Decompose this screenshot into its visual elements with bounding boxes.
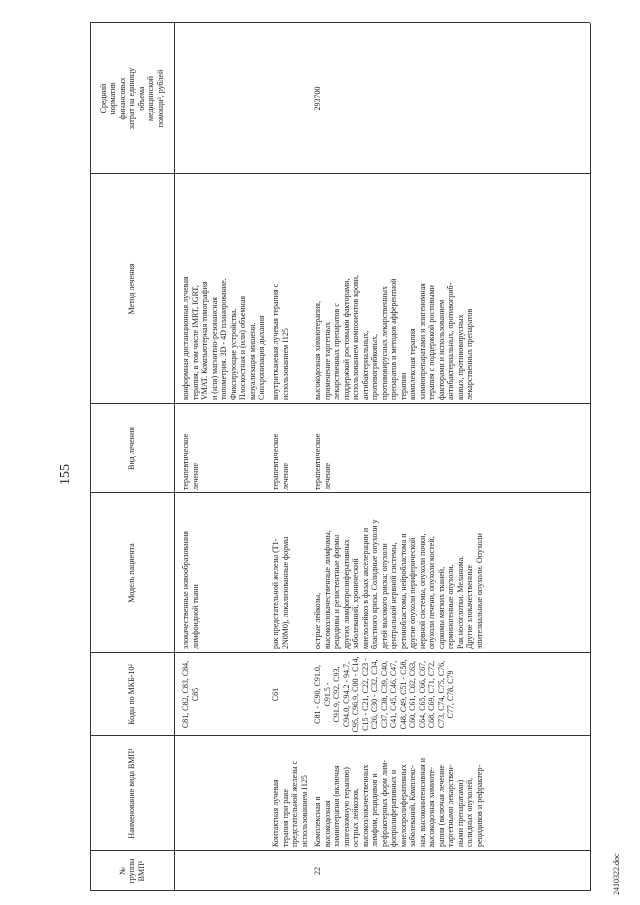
table-bottom-border — [590, 23, 591, 891]
header-name: Наименование вида ВМП¹ — [127, 748, 137, 839]
row3-method: высокодозная химиотерапия, применение таргетных лекарственных препаратов с поддержкой ростовыми факторами, использованием компонентов крови, антибактериальных, противогрибковых, противовирусных лекарственных препаратов и методов афферентной терапии комплексная терапия химиопрепаратами и эпигеномная терапия с поддержкой ростовыми факторами и использованием антибактериальных, противогриб- ковых, противовирусных лекарственных препаратов — [313, 274, 474, 400]
row1-codes: C81, C82, C83, C84, C85 — [181, 660, 200, 729]
row3-kind: терапевтическое лечение — [313, 433, 332, 490]
row3-codes: C81 - C90, C91.0, C91.5 - C91.9, C92, C93, C94.0, C94.2 - 94.7, C95, C96.9, C00 - C14, C15 - C21, C22, C23 - C26, C30 - C32, C34, C37, C38, C39, C40, C41, C45, C46, C47, C48, C49, C51 - C58, C60, C61, C62, C63, C64, C65, C66, C67, C68, C69, C71, C72, C73, C74, C75, C76, C77, C78, C79 — [313, 656, 455, 733]
row2-kind: терапевтическое лечение — [271, 433, 290, 490]
row3-cost: 293700 — [313, 86, 322, 111]
row2-codes: C61 — [271, 687, 280, 702]
page-number: 155 — [58, 464, 73, 485]
row2-name: Контактная лучевая терапия при раке предстательной железы с использованием I125 — [271, 760, 309, 847]
row3-model: острые лейкозы, высокозлокачественные лимфомы, рецидивы и резистентные формы других лимфопролиферативных заболеваний, хронический миелолейкоз в фазах акселерации и бластного криза. Солидные опухоли у детей высокого риска: опухоли центральной нервной системы, ретинобластома, нейробластома и другие опухоли периферической нервной системы, опухоли почки, опухоли печени, опухоли костей, саркомы мягких тканей, герминогенные опухоли. Рак носоглотки. Меланома. Другие злокачественные эпителиальные опухоли. Опухоли — [313, 519, 484, 649]
row1-method: конформная дистанционная лучевая терапия, в том числе IMRT, IGRT, VMAT. Компьютерная томография и (или) магнитно-резонансная топометрия. 3D - 4D планирование. Фиксирующие устройства. Плоскостная и (или) объемная визуализация мишени. Синхронизация дыхания — [181, 276, 266, 400]
header-model: Модель пациента — [127, 543, 137, 603]
header-method: Метод лечения — [127, 263, 137, 315]
row2-method: внутритканевая лучевая терапия с использованием I125 — [271, 283, 290, 400]
row1-model: злокачественные новообразования лимфоидной ткани — [181, 531, 200, 649]
row3-group: 22 — [313, 867, 322, 875]
row2-model: рак предстательной железы (T1- 2N0M0), локализованные формы — [271, 536, 290, 649]
header-cost: Средний норматив финансовых затрат на единицу объема медицинской помощи³, рублей — [98, 67, 165, 130]
header-codes: Коды по МКБ-10² — [127, 664, 137, 725]
document-id: 2410322.doc — [612, 853, 621, 895]
table-top-border — [90, 23, 91, 891]
row3-name: Комплексная и высокодозная химиотерапия (включая эпигеномную терапию) острых лейкозов, высокозлокачественных лимфом, рецидивов и рефрактерных форм лим- фопролиферативных и миелопролиферативных заболеваний. Комплекс- ная, высокоинтенсивная и высокодозная химиоте- рапия (включая лечение таргетными лекарствен- ными препаратами) солидных опухолей, рецидивов и рефрактер- — [313, 758, 484, 847]
header-group: № группы ВМП¹ — [117, 858, 146, 884]
header-separator — [174, 23, 175, 891]
row1-kind: терапевтическое лечение — [181, 433, 200, 490]
header-kind: Вид лечения — [127, 427, 137, 470]
vmp-table — [90, 23, 590, 891]
